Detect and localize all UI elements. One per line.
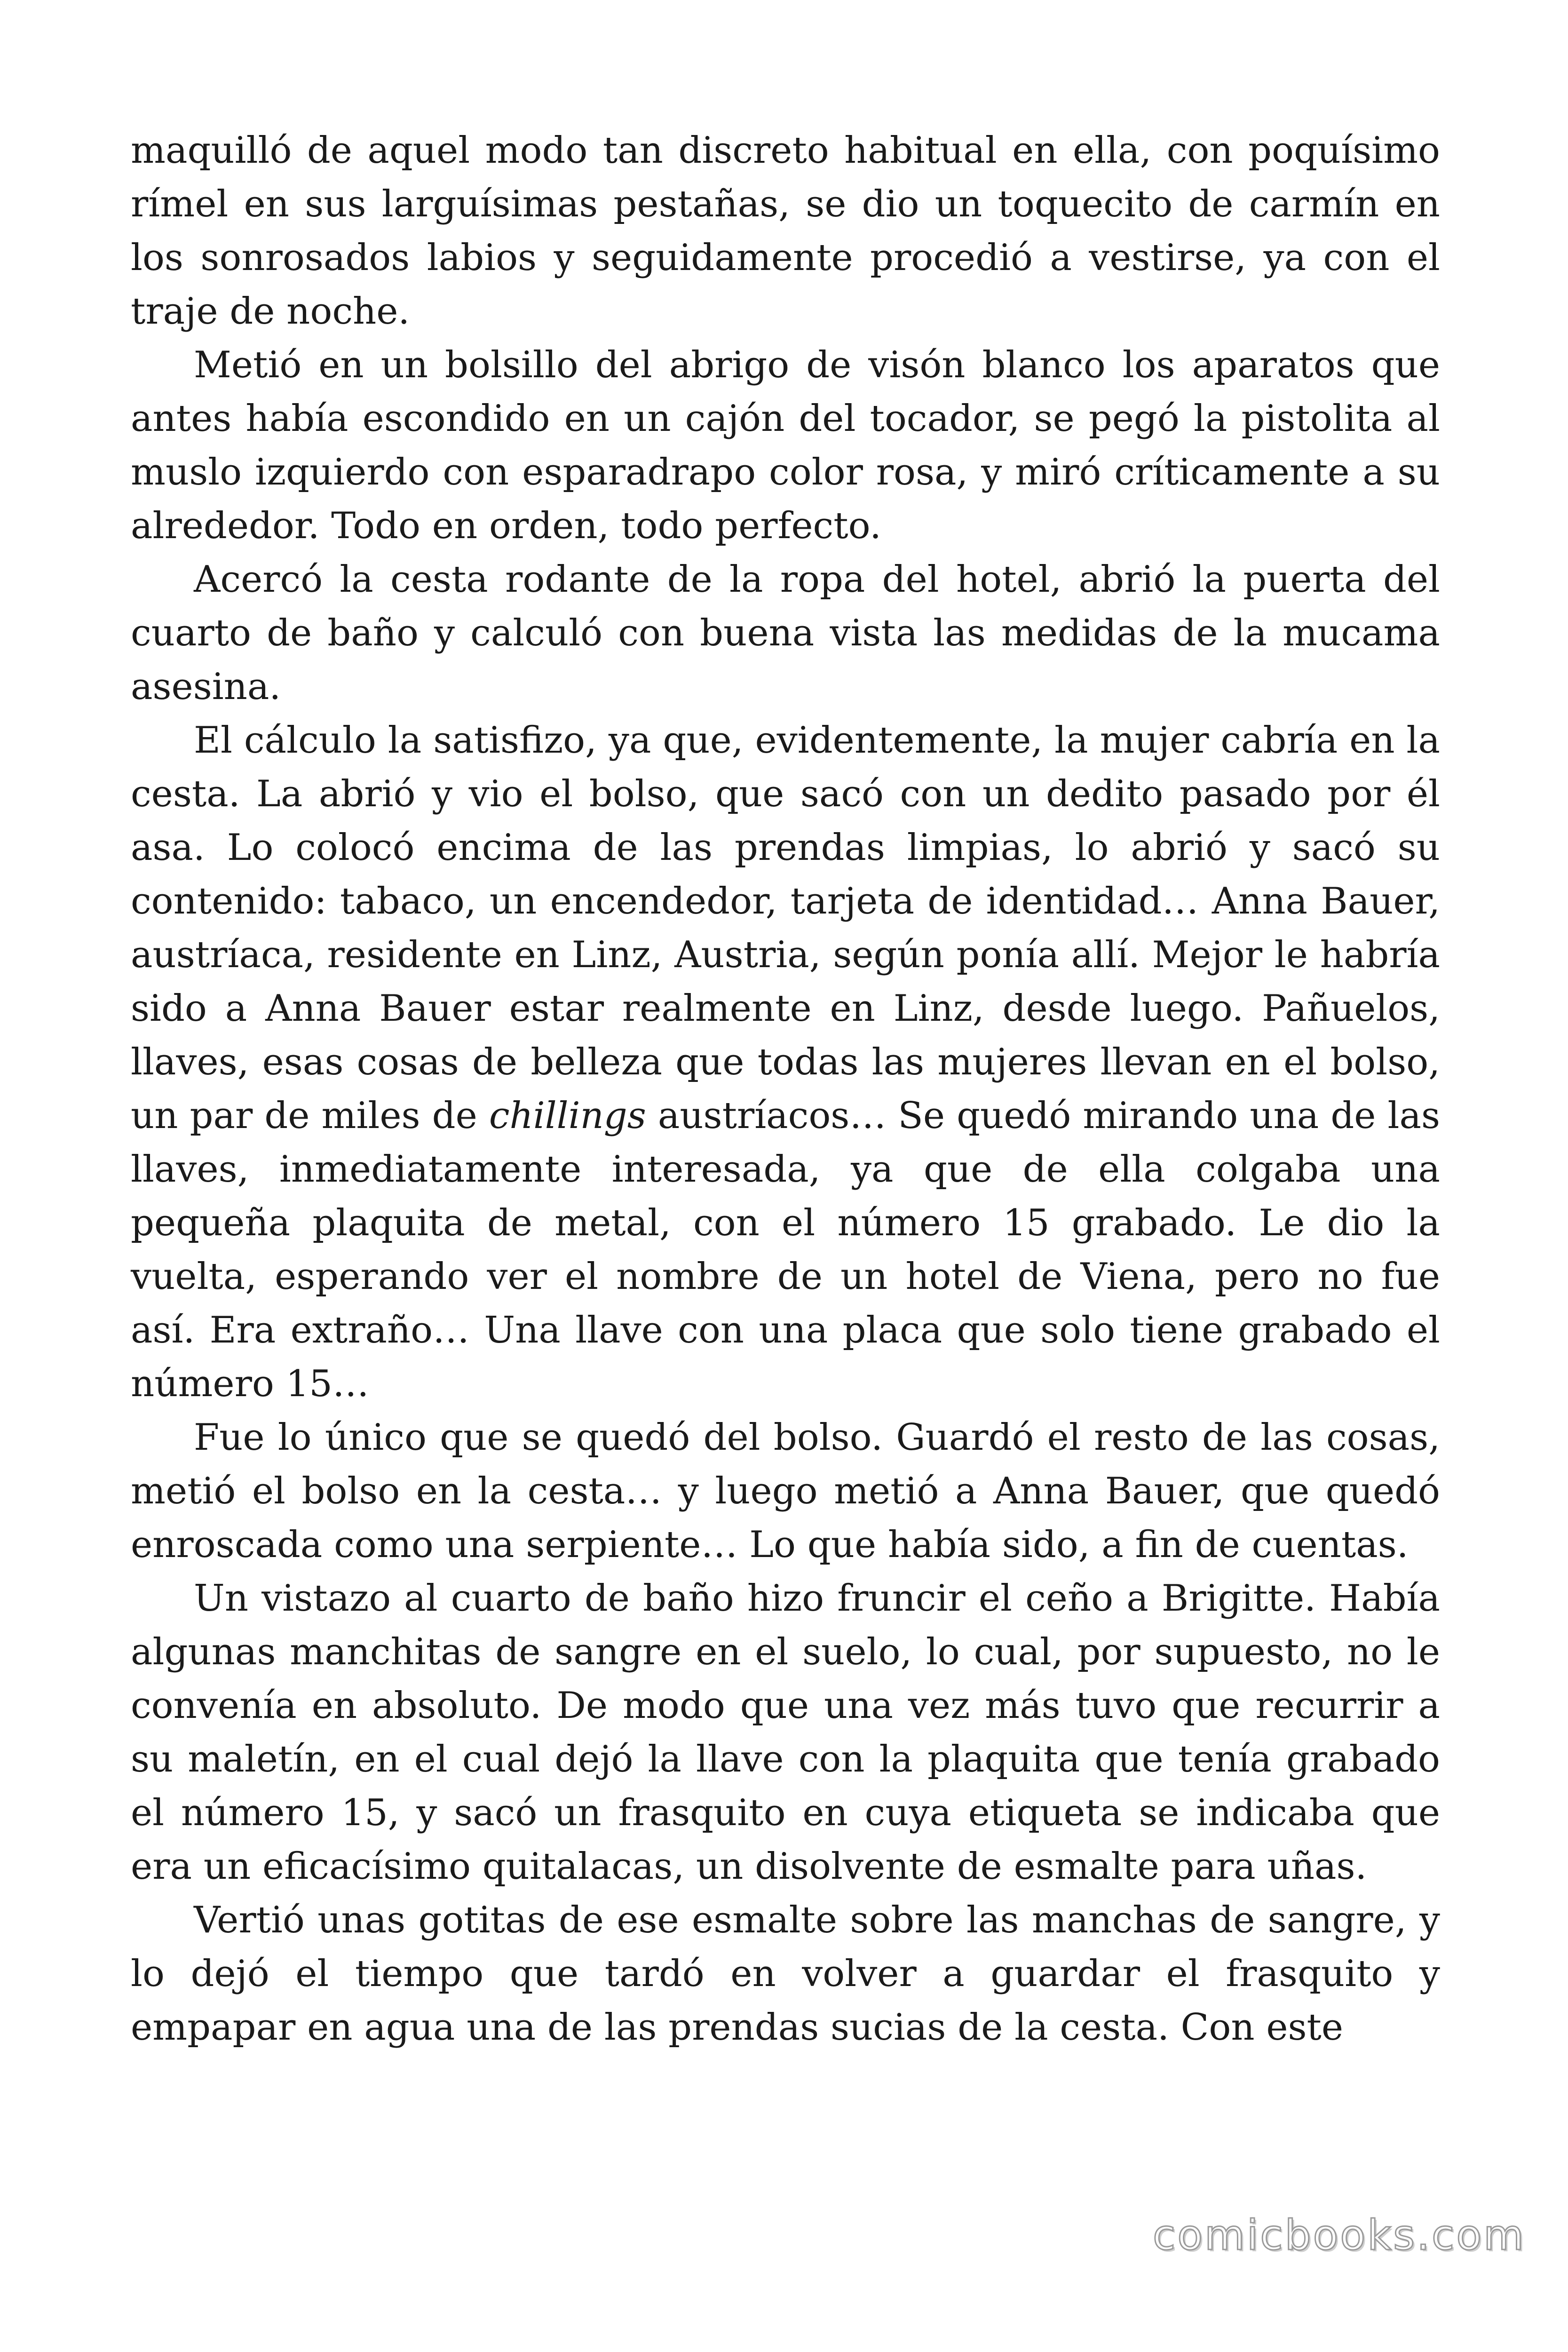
paragraph-5 [131, 1411, 1440, 1572]
paragraph-1 [131, 124, 1440, 338]
paragraph-3-text: Acercó la cesta rodante de la ropa del hotel, abrió la puerta del cuarto de baño y calculó con buena vista las medidas de la mucama asesina. [131, 558, 1440, 708]
paragraph-4-italic-word: chillings [489, 1095, 646, 1137]
paragraph-4-text-before: El cálculo la satisfizo, ya que, evidentemente, la mujer cabría en la cesta. La abrió y vio el bolso, que sacó con un dedito pasado por él asa. Lo colocó encima de las prendas limpias, lo abrió y sacó su contenido: tabaco, un encendedor, tarjeta de identidad… Anna Bauer, austríaca, residente en Linz, Austria, según ponía allí. Mejor le habría sido a Anna Bauer estar realmente en Linz, desde luego. Pañuelos, llaves, esas cosas de belleza que todas las mujeres llevan en el bolso, un par de miles de [131, 719, 1440, 1137]
paragraph-2 [131, 338, 1440, 553]
paragraph-4-text-after: austríacos… Se quedó mirando una de las llaves, inmediatamente interesada, ya que de ella colgaba una pequeña plaquita de metal, con el número 15 grabado. Le dio la vuelta, esperando ver el nombre de un hotel de Viena, pero no fue así. Era extraño… Una llave con una placa que solo tiene grabado el número 15… [131, 1095, 1440, 1405]
paragraph-7 [131, 1893, 1440, 2054]
paragraph-3 [131, 553, 1440, 714]
paragraph-5-text: Fue lo único que se quedó del bolso. Guardó el resto de las cosas, metió el bolso en la cesta… y luego metió a Anna Bauer, que quedó enroscada como una serpiente… Lo que había sido, a fin de cuentas. [131, 1416, 1440, 1566]
paragraph-6 [131, 1572, 1440, 1893]
paragraph-4 [131, 714, 1440, 1411]
book-page [131, 124, 1440, 2054]
site-watermark: comicbooks.com [1152, 2211, 1526, 2259]
paragraph-7-text: Vertió unas gotitas de ese esmalte sobre las manchas de sangre, y lo dejó el tiempo que tardó en volver a guardar el frasquito y empapar en agua una de las prendas sucias de la cesta. Con este [131, 1899, 1440, 2049]
paragraph-6-text: Un vistazo al cuarto de baño hizo fruncir el ceño a Brigitte. Había algunas manchitas de sangre en el suelo, lo cual, por supuesto, no le convenía en absoluto. De modo que una vez más tuvo que recurrir a su maletín, en el cual dejó la llave con la plaquita que tenía grabado el número 15, y sacó un frasquito en cuya etiqueta se indicaba que era un eficacísimo quitalacas, un disolvente de esmalte para uñas. [131, 1577, 1440, 1888]
paragraph-1-text: maquilló de aquel modo tan discreto habitual en ella, con poquísimo rímel en sus larguísimas pestañas, se dio un toquecito de carmín en los sonrosados labios y seguidamente procedió a vestirse, ya con el traje de noche. [131, 129, 1440, 333]
paragraph-2-text: Metió en un bolsillo del abrigo de visón blanco los aparatos que antes había escondido en un cajón del tocador, se pegó la pistolita al muslo izquierdo con esparadrapo color rosa, y miró críticamente a su alrededor. Todo en orden, todo perfecto. [131, 344, 1440, 547]
